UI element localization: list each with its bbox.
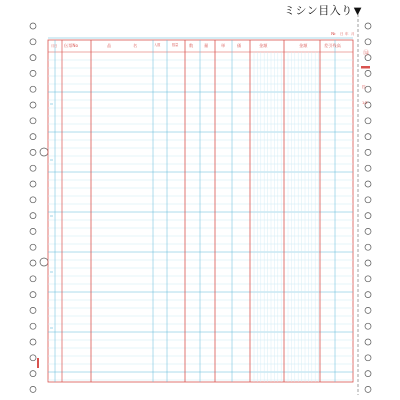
left-hole [30,386,36,392]
ledger-rows [48,60,353,380]
right-hole [365,86,371,92]
right-hole [365,244,371,250]
left-hole [30,307,36,313]
right-hole [365,228,371,234]
left-hole [30,213,36,219]
left-hole [30,23,36,29]
col-pack-header: 入数 [154,43,161,47]
date-month-label: 月 [351,32,355,36]
left-hole [30,323,36,329]
page-ratio-mark: 1/2 [362,101,368,105]
col-amount-header-b: 金額 [299,43,308,48]
col-qty-header-b: 量 [204,43,209,48]
date-day-label: 日 [340,32,344,36]
right-hole [365,149,371,155]
left-hole [30,55,36,61]
ledger-columns [37,40,335,382]
right-hole [365,307,371,313]
right-hole [365,134,371,140]
col-slip-header: 伝票No [64,43,79,48]
col-qty-small-header: 数量 [172,43,179,47]
right-hole [365,292,371,298]
right-hole [365,276,371,282]
left-hole [30,339,36,345]
binder-hole [40,148,48,156]
right-hole [365,118,371,124]
right-hole [365,39,371,45]
right-hole [365,371,371,377]
date-year-label: 年 [345,32,349,36]
copy-mark: 控 [362,85,366,89]
col-item-header: 品 [107,43,112,48]
col-date-header: 月日 [51,44,58,48]
red-edge-mark [37,358,39,368]
right-hole [365,197,371,203]
right-hole [365,339,371,345]
right-hole [365,70,371,76]
left-hole [30,292,36,298]
no-label: № [331,31,336,36]
left-hole [30,276,36,282]
col-qty-header-a: 数 [189,43,194,48]
col-amount-header-a: 金額 [259,43,268,48]
left-hole [30,371,36,377]
table-outline [48,40,353,382]
left-hole [30,260,36,266]
left-hole [30,118,36,124]
left-hole [30,39,36,45]
right-hole [365,386,371,392]
right-hole [365,181,371,187]
col-name-header: 名 [133,43,138,48]
col-balance-header: 差引残高 [324,43,341,48]
left-hole [30,134,36,140]
right-hole [365,165,371,171]
left-hole [30,181,36,187]
col-price-header-b: 価 [237,43,242,48]
left-hole [30,228,36,234]
right-hole [365,213,371,219]
left-hole [30,102,36,108]
down-triangle-icon: ▼ [353,6,362,17]
left-hole [30,165,36,171]
right-hole [365,260,371,266]
circle-mark: ⑭ [363,50,370,57]
right-hole [365,23,371,29]
binder-hole [40,258,48,266]
left-hole [30,86,36,92]
left-hole [30,355,36,361]
form-frame [48,38,353,382]
left-hole [30,70,36,76]
left-hole [30,244,36,250]
right-hole [365,355,371,361]
right-hole [365,323,371,329]
left-hole [30,197,36,203]
red-bar-mark [361,66,370,69]
col-price-header-a: 単 [221,43,226,48]
left-hole [30,149,36,155]
perforation-note-text: ミシン目入り [284,4,353,17]
